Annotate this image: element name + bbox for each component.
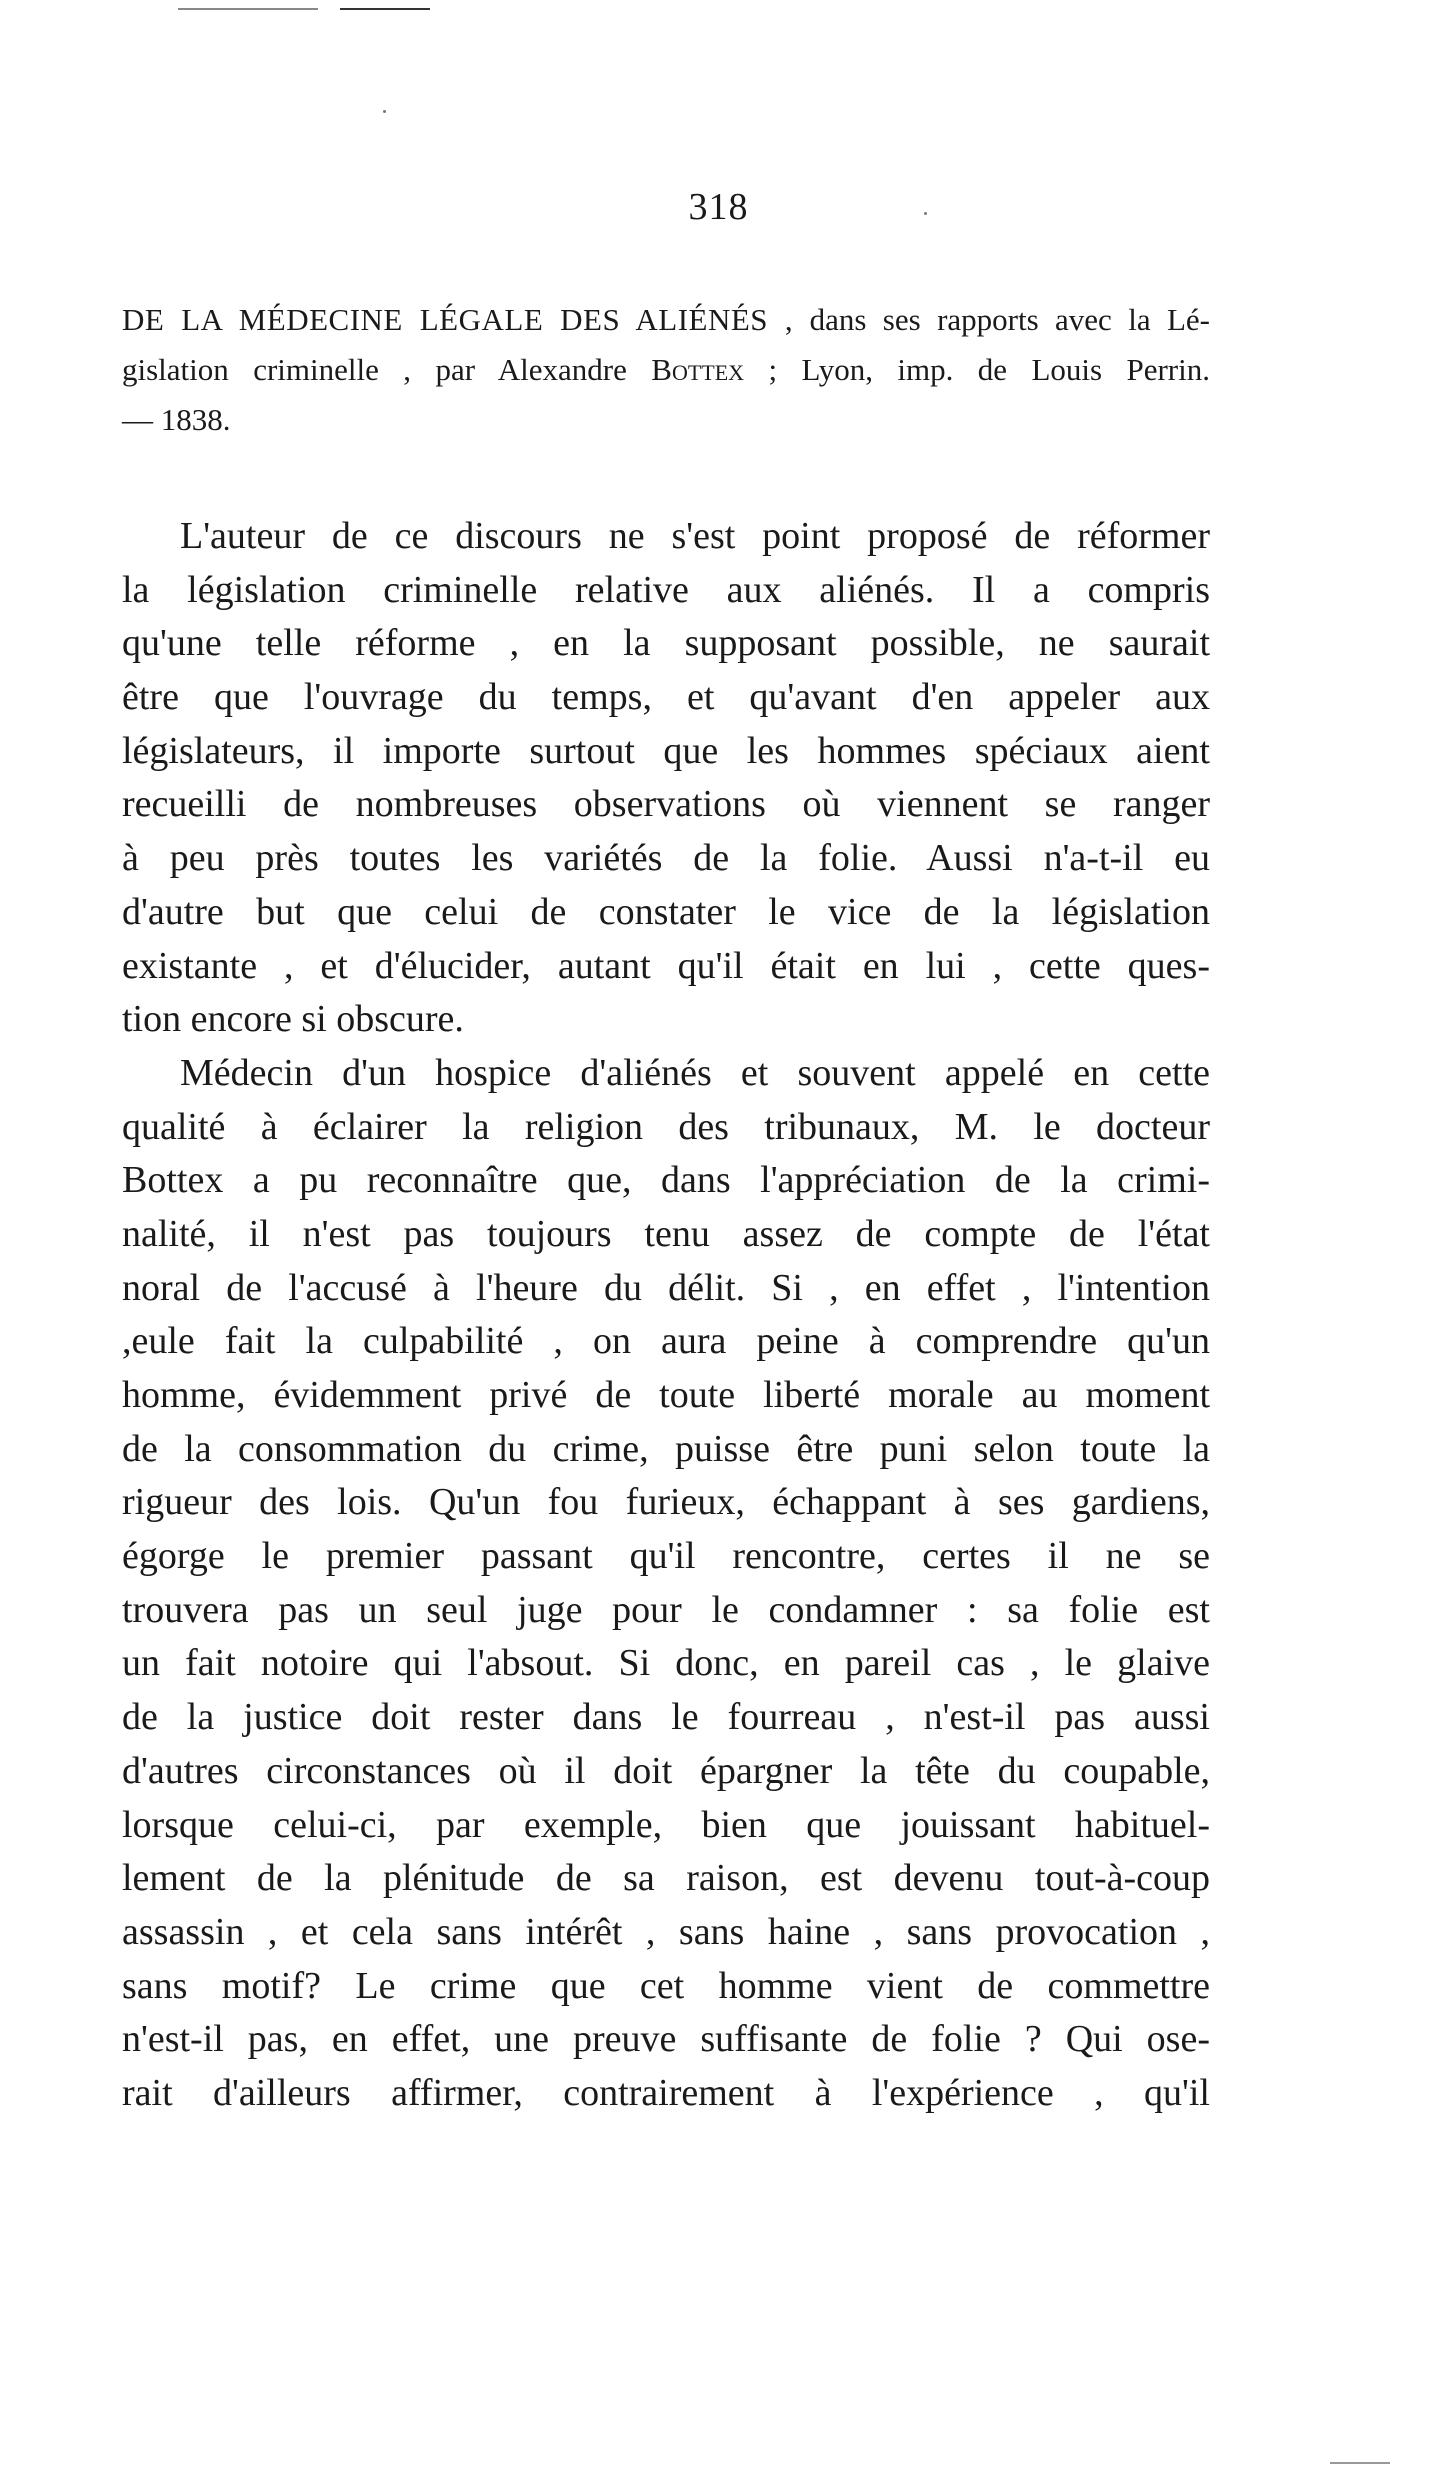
citation-line-2 [122,345,1210,395]
text-line: L'auteur de ce discours ne s'est point proposé de réformer [180,515,1210,557]
text-line: noral de l'accusé à l'heure du délit. Si , en effet , l'intention [122,1266,1210,1309]
paragraph-2 [122,1047,1210,2121]
citation-text: dans ses rapports avec la Lé- [793,302,1210,337]
text-line: qu'une telle réforme , en la supposant possible, ne saurait [122,622,1210,665]
citation-line-3: — 1838. [122,402,231,437]
text-line: trouvera pas un seul juge pour le condamner : sa folie est [122,1588,1210,1631]
text-line: de la justice doit rester dans le fourreau , n'est-il pas aussi [122,1696,1210,1739]
page-number: 318 [688,186,749,228]
text-line: rait d'ailleurs affirmer, contrairement à l'expérience , qu'il [122,2071,1210,2114]
citation-text: gislation criminelle , par Alexandre [122,352,652,387]
text-line: sans motif? Le crime que cet homme vient de commettre [122,1964,1210,2007]
text-line: à peu près toutes les variétés de la folie. Aussi n'a-t-il eu [122,837,1210,880]
text-line: lorsque celui-ci, par exemple, bien que jouissant habituel- [122,1803,1210,1846]
text-line: rigueur des lois. Qu'un fou furieux, échappant à ses gardiens, [122,1481,1210,1524]
text-line: n'est-il pas, en effet, une preuve suffisante de folie ? Qui ose- [122,2018,1210,2061]
text-line: ,eule fait la culpabilité , on aura peine à comprendre qu'un [122,1320,1210,1363]
text-line: tion encore si obscure. [122,998,464,1041]
text-line: qualité à éclairer la religion des tribunaux, M. le docteur [122,1105,1210,1148]
top-rule-right [340,8,430,10]
citation-text: ; Lyon, imp. de Louis Perrin. [744,352,1210,387]
text-line: d'autres circonstances où il doit épargner la tête du coupable, [122,1749,1210,1792]
text-line: la législation criminelle relative aux aliénés. Il a compris [122,568,1210,611]
text-line: recueilli de nombreuses observations où viennent se ranger [122,783,1210,826]
citation-line-1 [122,295,1210,345]
text-line: lement de la plénitude de sa raison, est devenu tout-à-coup [122,1857,1210,1900]
text-line: d'autre but que celui de constater le vice de la législation [122,890,1210,933]
text-line: Médecin d'un hospice d'aliénés et souvent appelé en cette [180,1051,1210,1094]
text-line: homme, évidemment privé de toute liberté morale au moment [122,1374,1210,1416]
text-line: un fait notoire qui l'absout. Si donc, en pareil cas , le glaive [122,1642,1210,1685]
text-line: de la consommation du crime, puisse être puni selon toute la [122,1427,1210,1470]
citation-title: DE LA MÉDECINE LÉGALE DES ALIÉNÉS , [122,302,794,337]
text-line: Bottex a pu reconnaître que, dans l'appréciation de la crimi- [122,1159,1210,1202]
text-line: égorge le premier passant qu'il rencontre, certes il ne se [122,1535,1210,1578]
text-line: existante , et d'élucider, autant qu'il était en lui , cette ques- [122,944,1210,987]
paragraph-1 [122,510,1210,1047]
speck-mark [383,110,386,113]
body-text [122,510,1210,2121]
text-line: être que l'ouvrage du temps, et qu'avant d'en appeler aux [122,676,1210,719]
text-line: législateurs, il importe surtout que les hommes spéciaux aient [122,729,1210,772]
citation-block [122,295,1210,445]
text-line: nalité, il n'est pas toujours tenu assez de compte de l'état [122,1212,1210,1255]
text-line: assassin , et cela sans intérêt , sans haine , sans provocation , [122,1910,1210,1953]
citation-author: Bottex [651,352,745,387]
bottom-edge-mark [1330,2462,1390,2464]
top-rule-left [178,8,318,10]
